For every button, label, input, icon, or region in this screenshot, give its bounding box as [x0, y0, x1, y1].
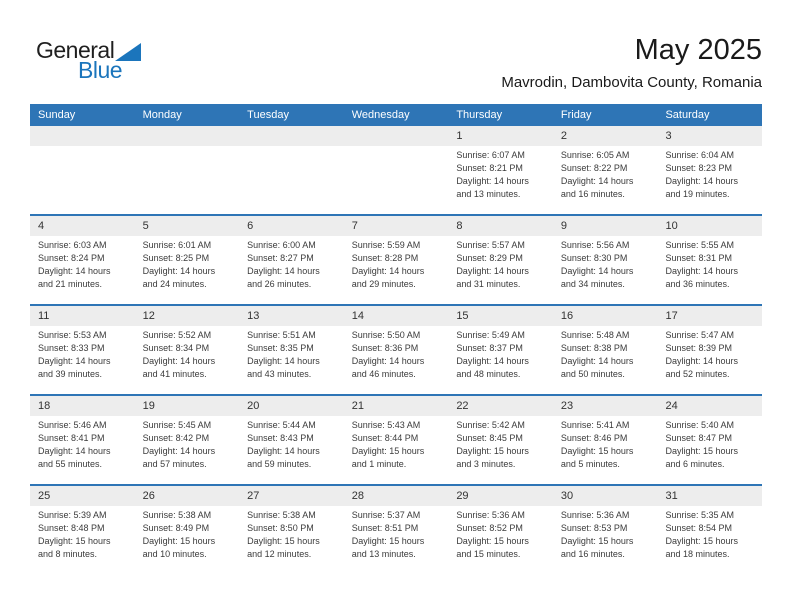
day-details [239, 236, 344, 291]
day-cell [344, 486, 449, 574]
day-cell [344, 306, 449, 394]
day-details [448, 416, 553, 471]
week-row [30, 484, 762, 574]
day-cell [344, 216, 449, 304]
empty-day-cell [239, 126, 344, 214]
daylight-line: Daylight: 15 hours [456, 446, 529, 456]
daylight-line-2: and 16 minutes. [560, 549, 625, 559]
daylight-line-2: and 36 minutes. [665, 279, 730, 289]
day-cell [30, 306, 135, 394]
day-cell [657, 486, 762, 574]
sunrise-line: Sunrise: 5:59 AM [351, 240, 421, 250]
day-cell [448, 396, 553, 484]
day-details [657, 416, 762, 471]
sunset-line: Sunset: 8:45 PM [456, 433, 523, 443]
daylight-line: Daylight: 14 hours [351, 356, 425, 366]
daylight-line-2: and 41 minutes. [142, 369, 207, 379]
day-details [239, 416, 344, 471]
daylight-line: Daylight: 14 hours [247, 266, 320, 276]
daylight-line-2: and 1 minute. [351, 459, 407, 469]
daylight-line-2: and 12 minutes. [247, 549, 312, 559]
weekday-tuesday: Tuesday [247, 109, 289, 121]
daylight-line-2: and 34 minutes. [560, 279, 625, 289]
sunrise-line: Sunrise: 5:40 AM [665, 420, 735, 430]
day-cell [239, 306, 344, 394]
day-details [553, 146, 658, 201]
logo-text-general: General [36, 37, 115, 63]
day-number: 23 [560, 400, 574, 412]
empty-day-cell [344, 126, 449, 214]
day-details [657, 146, 762, 201]
day-cell [135, 216, 240, 304]
sunset-line: Sunset: 8:51 PM [351, 523, 419, 533]
day-cell [135, 306, 240, 394]
day-number: 22 [456, 400, 469, 412]
sunset-line: Sunset: 8:31 PM [665, 253, 733, 263]
daylight-line: Daylight: 14 hours [142, 266, 216, 276]
daylight-line-2: and 21 minutes. [38, 279, 103, 289]
daylight-line-2: and 3 minutes. [456, 459, 516, 469]
day-cell [657, 216, 762, 304]
day-number: 30 [560, 490, 574, 502]
sunrise-line: Sunrise: 6:05 AM [560, 150, 630, 160]
day-cell [30, 486, 135, 574]
day-number: 12 [142, 310, 155, 322]
week-row [30, 304, 762, 394]
day-number: 9 [560, 220, 568, 232]
daylight-line: Daylight: 14 hours [456, 176, 529, 186]
daylight-line-2: and 18 minutes. [665, 549, 730, 559]
daylight-line: Daylight: 15 hours [665, 536, 739, 546]
sunset-line: Sunset: 8:33 PM [38, 343, 105, 353]
daylight-line-2: and 55 minutes. [38, 459, 103, 469]
sunrise-line: Sunrise: 6:07 AM [456, 150, 525, 160]
daylight-line: Daylight: 15 hours [665, 446, 739, 456]
daylight-line-2: and 6 minutes. [665, 459, 725, 469]
sunset-line: Sunset: 8:30 PM [560, 253, 628, 263]
day-details [344, 506, 449, 561]
day-cell [30, 396, 135, 484]
daylight-line: Daylight: 14 hours [560, 176, 634, 186]
day-details [657, 326, 762, 381]
weekday-saturday: Saturday [665, 109, 710, 121]
sunrise-line: Sunrise: 6:04 AM [665, 150, 735, 160]
daylight-line: Daylight: 14 hours [456, 356, 529, 366]
day-details [553, 326, 658, 381]
sunrise-line: Sunrise: 5:46 AM [38, 420, 107, 430]
daylight-line-2: and 31 minutes. [456, 279, 521, 289]
day-details [30, 416, 135, 471]
sunset-line: Sunset: 8:53 PM [560, 523, 628, 533]
sunrise-line: Sunrise: 5:38 AM [142, 510, 212, 520]
daylight-line: Daylight: 14 hours [38, 266, 111, 276]
day-cell [657, 396, 762, 484]
day-number [239, 126, 344, 146]
day-cell [239, 216, 344, 304]
sunset-line: Sunset: 8:36 PM [351, 343, 419, 353]
sunrise-line: Sunrise: 5:49 AM [456, 330, 525, 340]
weekday-thursday: Thursday [456, 109, 503, 121]
weekday-wednesday: Wednesday [351, 109, 410, 121]
daylight-line-2: and 8 minutes. [38, 549, 98, 559]
day-details [553, 506, 658, 561]
daylight-line: Daylight: 14 hours [351, 266, 425, 276]
day-number: 31 [665, 490, 678, 502]
daylight-line-2: and 5 minutes. [560, 459, 620, 469]
daylight-line: Daylight: 15 hours [142, 536, 216, 546]
location-subtitle: Mavrodin, Dambovita County, Romania [501, 74, 762, 91]
weekday-monday: Monday [142, 109, 182, 121]
day-details [344, 416, 449, 471]
day-number: 28 [351, 490, 364, 502]
day-details [448, 506, 553, 561]
day-number: 5 [142, 220, 149, 232]
daylight-line-2: and 43 minutes. [247, 369, 312, 379]
week-row [30, 214, 762, 304]
daylight-line: Daylight: 14 hours [560, 266, 634, 276]
day-cell [135, 396, 240, 484]
sunrise-line: Sunrise: 5:48 AM [560, 330, 630, 340]
sunset-line: Sunset: 8:41 PM [38, 433, 105, 443]
sunset-line: Sunset: 8:39 PM [665, 343, 733, 353]
daylight-line: Daylight: 14 hours [456, 266, 529, 276]
day-cell [553, 396, 658, 484]
weekday-sunday: Sunday [38, 109, 76, 121]
daylight-line: Daylight: 14 hours [38, 446, 111, 456]
sunset-line: Sunset: 8:22 PM [560, 163, 628, 173]
day-details [657, 236, 762, 291]
sunrise-line: Sunrise: 5:55 AM [665, 240, 735, 250]
day-number: 6 [247, 220, 254, 232]
sunrise-line: Sunrise: 5:35 AM [665, 510, 735, 520]
calendar-weeks [30, 126, 762, 574]
logo-text-blue: Blue [78, 57, 123, 83]
sunrise-line: Sunrise: 5:56 AM [560, 240, 630, 250]
sunrise-line: Sunrise: 6:01 AM [142, 240, 212, 250]
day-number [344, 126, 449, 146]
daylight-line: Daylight: 14 hours [38, 356, 111, 366]
daylight-line: Daylight: 15 hours [560, 446, 634, 456]
day-number: 29 [456, 490, 469, 502]
day-number: 16 [560, 310, 574, 322]
day-number: 4 [38, 220, 45, 232]
sunset-line: Sunset: 8:42 PM [142, 433, 210, 443]
daylight-line-2: and 19 minutes. [665, 189, 730, 199]
daylight-line: Daylight: 15 hours [351, 446, 425, 456]
daylight-line: Daylight: 15 hours [247, 536, 320, 546]
day-cell [553, 126, 658, 214]
weekday-friday: Friday [560, 109, 592, 121]
sunrise-line: Sunrise: 5:53 AM [38, 330, 107, 340]
daylight-line-2: and 16 minutes. [560, 189, 625, 199]
sunset-line: Sunset: 8:49 PM [142, 523, 210, 533]
sunrise-line: Sunrise: 5:42 AM [456, 420, 525, 430]
daylight-line: Daylight: 14 hours [247, 446, 320, 456]
sunrise-line: Sunrise: 5:37 AM [351, 510, 421, 520]
sunrise-line: Sunrise: 5:50 AM [351, 330, 421, 340]
day-details [135, 326, 240, 381]
daylight-line-2: and 59 minutes. [247, 459, 312, 469]
daylight-line-2: and 13 minutes. [351, 549, 416, 559]
daylight-line-2: and 13 minutes. [456, 189, 521, 199]
sunrise-line: Sunrise: 5:41 AM [560, 420, 630, 430]
weekday-header-row [30, 104, 762, 126]
sunrise-line: Sunrise: 5:36 AM [560, 510, 630, 520]
sunrise-line: Sunrise: 5:47 AM [665, 330, 735, 340]
sunrise-line: Sunrise: 5:52 AM [142, 330, 212, 340]
empty-day-cell [30, 126, 135, 214]
day-cell [30, 216, 135, 304]
daylight-line-2: and 48 minutes. [456, 369, 521, 379]
sunrise-line: Sunrise: 5:43 AM [351, 420, 421, 430]
sunrise-line: Sunrise: 5:45 AM [142, 420, 212, 430]
sunrise-line: Sunrise: 5:57 AM [456, 240, 525, 250]
sunset-line: Sunset: 8:25 PM [142, 253, 210, 263]
daylight-line: Daylight: 14 hours [560, 356, 634, 366]
day-number: 25 [38, 490, 51, 502]
day-cell [553, 486, 658, 574]
day-number: 13 [247, 310, 260, 322]
day-number [30, 126, 135, 146]
day-details [553, 416, 658, 471]
day-number: 14 [351, 310, 364, 322]
daylight-line-2: and 57 minutes. [142, 459, 207, 469]
day-number: 15 [456, 310, 469, 322]
day-cell [657, 126, 762, 214]
daylight-line-2: and 46 minutes. [351, 369, 416, 379]
sunset-line: Sunset: 8:47 PM [665, 433, 733, 443]
day-cell [448, 306, 553, 394]
sunset-line: Sunset: 8:50 PM [247, 523, 314, 533]
daylight-line: Daylight: 14 hours [665, 266, 739, 276]
day-details [135, 506, 240, 561]
week-row [30, 126, 762, 214]
sunset-line: Sunset: 8:52 PM [456, 523, 523, 533]
day-number: 8 [456, 220, 463, 232]
day-number: 11 [38, 310, 50, 322]
daylight-line-2: and 50 minutes. [560, 369, 625, 379]
daylight-line: Daylight: 14 hours [142, 356, 216, 366]
day-number: 18 [38, 400, 51, 412]
title-block [501, 34, 762, 94]
day-details [344, 326, 449, 381]
day-cell [239, 396, 344, 484]
sunrise-line: Sunrise: 5:36 AM [456, 510, 525, 520]
day-number: 17 [665, 310, 678, 322]
calendar-grid [30, 104, 762, 574]
daylight-line: Daylight: 14 hours [665, 356, 739, 366]
day-number: 19 [142, 400, 155, 412]
sunset-line: Sunset: 8:34 PM [142, 343, 210, 353]
daylight-line-2: and 39 minutes. [38, 369, 103, 379]
daylight-line-2: and 52 minutes. [665, 369, 730, 379]
day-number: 21 [351, 400, 364, 412]
day-cell [448, 216, 553, 304]
sunset-line: Sunset: 8:29 PM [456, 253, 523, 263]
daylight-line: Daylight: 15 hours [351, 536, 425, 546]
day-number: 20 [247, 400, 260, 412]
day-number: 27 [247, 490, 260, 502]
day-cell [239, 486, 344, 574]
day-number: 24 [665, 400, 678, 412]
daylight-line: Daylight: 14 hours [665, 176, 739, 186]
sunset-line: Sunset: 8:37 PM [456, 343, 523, 353]
day-details [30, 236, 135, 291]
day-cell [448, 126, 553, 214]
page-title: May 2025 [634, 34, 762, 66]
day-details [344, 236, 449, 291]
daylight-line: Daylight: 14 hours [142, 446, 216, 456]
day-details [135, 416, 240, 471]
day-details [448, 326, 553, 381]
sunset-line: Sunset: 8:21 PM [456, 163, 523, 173]
daylight-line-2: and 26 minutes. [247, 279, 312, 289]
day-details [553, 236, 658, 291]
sunrise-line: Sunrise: 6:00 AM [247, 240, 316, 250]
sunrise-line: Sunrise: 6:03 AM [38, 240, 107, 250]
day-number: 1 [456, 130, 463, 142]
day-cell [344, 396, 449, 484]
daylight-line-2: and 29 minutes. [351, 279, 416, 289]
day-number: 26 [142, 490, 155, 502]
daylight-line-2: and 24 minutes. [142, 279, 207, 289]
sunset-line: Sunset: 8:44 PM [351, 433, 419, 443]
sunset-line: Sunset: 8:28 PM [351, 253, 419, 263]
empty-day-cell [135, 126, 240, 214]
sunrise-line: Sunrise: 5:38 AM [247, 510, 316, 520]
daylight-line: Daylight: 15 hours [38, 536, 111, 546]
sunrise-line: Sunrise: 5:51 AM [247, 330, 316, 340]
day-cell [448, 486, 553, 574]
daylight-line: Daylight: 14 hours [247, 356, 320, 366]
sunset-line: Sunset: 8:48 PM [38, 523, 105, 533]
day-details [30, 326, 135, 381]
sunset-line: Sunset: 8:46 PM [560, 433, 628, 443]
sunset-line: Sunset: 8:23 PM [665, 163, 733, 173]
day-number: 2 [560, 130, 568, 142]
day-cell [553, 216, 658, 304]
sunset-line: Sunset: 8:24 PM [38, 253, 105, 263]
day-number: 3 [665, 130, 672, 142]
sunset-line: Sunset: 8:38 PM [560, 343, 628, 353]
daylight-line-2: and 10 minutes. [142, 549, 207, 559]
day-details [448, 146, 553, 201]
day-number: 10 [665, 220, 678, 232]
week-row [30, 394, 762, 484]
day-details [239, 326, 344, 381]
day-number: 7 [351, 220, 358, 232]
daylight-line: Daylight: 15 hours [560, 536, 634, 546]
daylight-line-2: and 15 minutes. [456, 549, 521, 559]
day-details [30, 506, 135, 561]
day-number [135, 126, 240, 146]
day-cell [657, 306, 762, 394]
day-cell [135, 486, 240, 574]
day-cell [553, 306, 658, 394]
day-details [448, 236, 553, 291]
day-details [239, 506, 344, 561]
daylight-line: Daylight: 15 hours [456, 536, 529, 546]
day-details [135, 236, 240, 291]
day-details [657, 506, 762, 561]
sunset-line: Sunset: 8:35 PM [247, 343, 314, 353]
sunset-line: Sunset: 8:54 PM [665, 523, 733, 533]
sunset-line: Sunset: 8:27 PM [247, 253, 314, 263]
general-blue-logo [36, 37, 141, 83]
sunrise-line: Sunrise: 5:39 AM [38, 510, 107, 520]
sunset-line: Sunset: 8:43 PM [247, 433, 314, 443]
sunrise-line: Sunrise: 5:44 AM [247, 420, 316, 430]
